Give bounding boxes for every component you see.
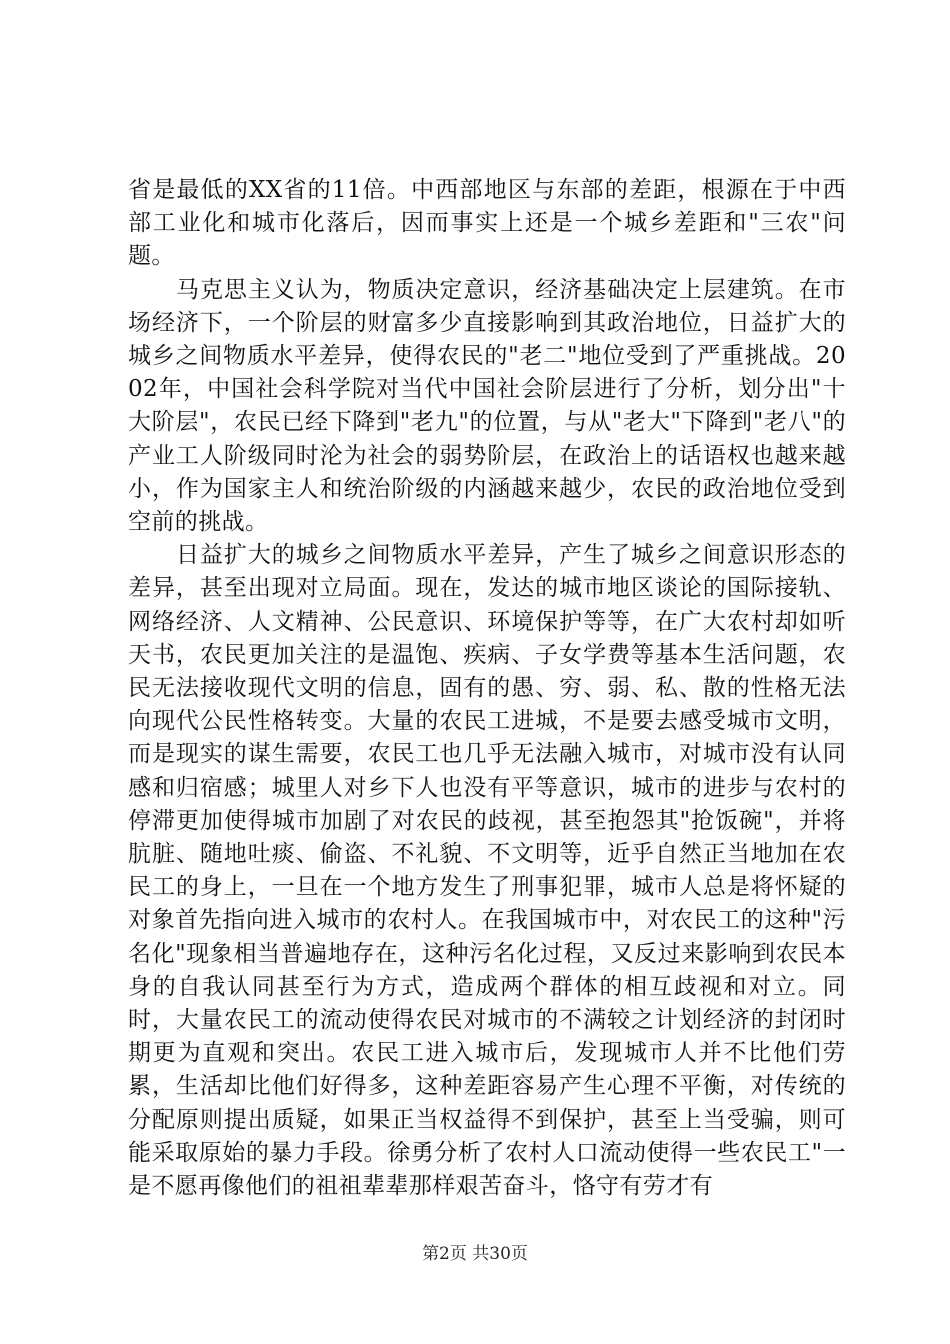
paragraph-3: 日益扩大的城乡之间物质水平差异，产生了城乡之间意识形态的差异，甚至出现对立局面。现在，发达的城市地区谈论的国际接轨、网络经济、人文精神、公民意识、环境保护等等，在广大农村却如听天书，农民更加关注的是温饱、疾病、子女学费等基本生活问题，农民无法接收现代文明的信息，固有的愚、穷、弱、私、散的性格无法向现代公民性格转变。大量的农民工进城，不是要去感受城市文明，而是现实的谋生需要，农民工也几乎无法融入城市，对城市没有认同感和归宿感；城里人对乡下人也没有平等意识，城市的进步与农村的停滞更加使得城市加剧了对农民的歧视，甚至抱怨其"抢饭碗"，并将肮脏、随地吐痰、偷盗、不礼貌、不文明等，近乎自然正当地加在农民工的身上，一旦在一个地方发生了刑事犯罪，城市人总是将怀疑的对象首先指向进入城市的农村人。在我国城市中，对农民工的这种"污名化"现象相当普遍地存在，这种污名化过程，又反过来影响到农民本身的自我认同甚至行为方式，造成两个群体的相互歧视和对立。同时，大量农民工的流动使得农民对城市的不满较之计划经济的封闭时期更为直观和突出。农民工进入城市后，发现城市人并不比他们劳累，生活却比他们好得多，这种差距容易产生心理不平衡，对传统的分配原则提出质疑，如果正当权益得不到保护，甚至上当受骗，则可能采取原始的暴力手段。徐勇分析了农村人口流动使得一些农民工"一是不愿再像他们的祖祖辈辈那样艰苦奋斗，恪守有劳才有 [128, 542, 846, 1200]
document-body [128, 174, 846, 1203]
paragraph-1: 省是最低的XX省的11倍。中西部地区与东部的差距，根源在于中西部工业化和城市化落后，因而事实上还是一个城乡差距和"三农"问题。 [128, 177, 846, 270]
page-footer: 第2页 共30页 [422, 1244, 528, 1264]
paragraph-2: 马克思主义认为，物质决定意识，经济基础决定上层建筑。在市场经济下，一个阶层的财富多少直接影响到其政治地位，日益扩大的城乡之间物质水平差异，使得农民的"老二"地位受到了严重挑战。2002年，中国社会科学院对当代中国社会阶层进行了分析，划分出"十大阶层"，农民已经下降到"老九"的位置，与从"老大"下降到"老八"的产业工人阶级同时沦为社会的弱势阶层，在政治上的话语权也越来越小，作为国家主人和统治阶级的内涵越来越少，农民的政治地位受到空前的挑战。 [128, 276, 846, 536]
